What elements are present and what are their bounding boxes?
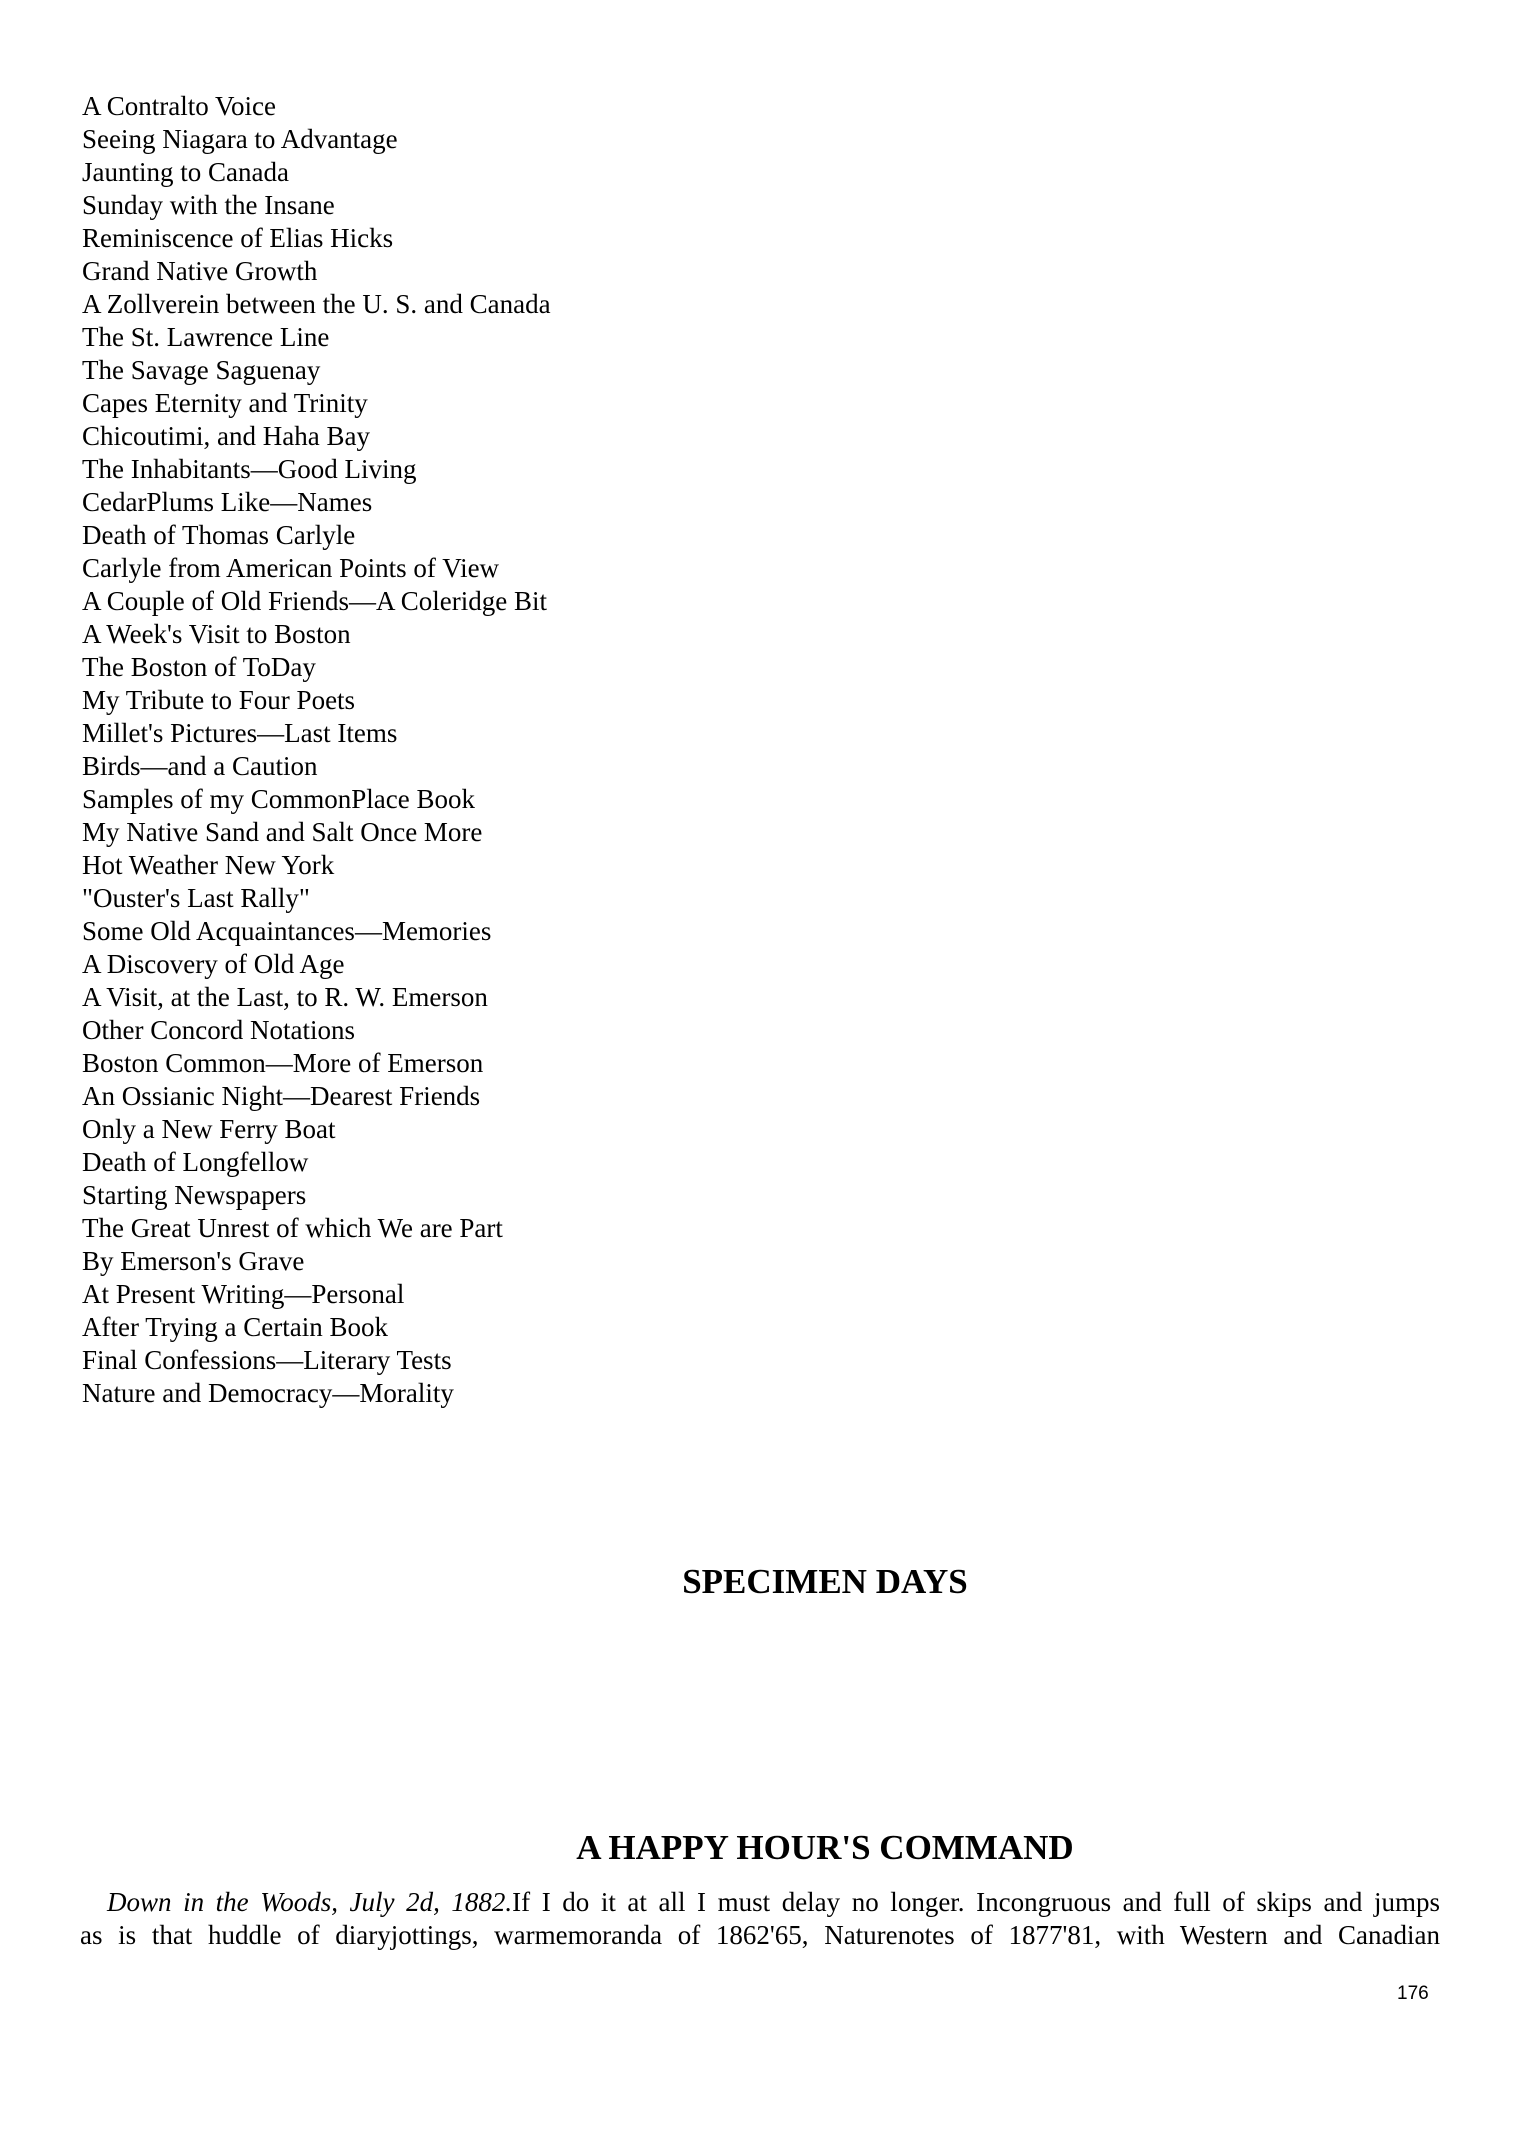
toc-item: A Contralto Voice [82, 91, 276, 121]
dateline: Down in the Woods, July 2d, 1882. [107, 1887, 513, 1917]
paragraph-text: If I do it at all I must delay no longer. Incongruous and full of skips and jumps [512, 1887, 1441, 1917]
toc-item: Hot Weather New York [82, 850, 335, 880]
toc-item: A Visit, at the Last, to R. W. Emerson [82, 982, 488, 1012]
page-number: 176 [1397, 1983, 1429, 2004]
table-of-contents-list [82, 90, 551, 1410]
paragraph-second-line: as is that huddle of diaryjottings, warmemoranda of 1862'65, Naturenotes of 1877'81, with Western and Canadian [80, 1920, 1440, 1950]
toc-item: Starting Newspapers [82, 1180, 307, 1210]
toc-item: Grand Native Growth [82, 256, 318, 286]
toc-item: After Trying a Certain Book [82, 1312, 388, 1342]
toc-item: My Tribute to Four Poets [82, 685, 356, 715]
toc-item: Death of Thomas Carlyle [82, 520, 356, 550]
toc-item: The Great Unrest of which We are Part [82, 1213, 503, 1243]
toc-item: Nature and Democracy—Morality [82, 1378, 454, 1408]
toc-item: Birds—and a Caution [82, 751, 318, 781]
toc-item: The Boston of ToDay [82, 652, 316, 682]
toc-item: An Ossianic Night—Dearest Friends [82, 1081, 481, 1111]
toc-item: The Inhabitants—Good Living [82, 454, 417, 484]
toc-item: Millet's Pictures—Last Items [82, 718, 398, 748]
toc-item: Other Concord Notations [82, 1015, 355, 1045]
happy-hour-heading: A HAPPY HOUR'S COMMAND [576, 1828, 1074, 1867]
toc-item: Jaunting to Canada [82, 157, 289, 187]
toc-item: Some Old Acquaintances—Memories [82, 916, 492, 946]
toc-item: Final Confessions—Literary Tests [82, 1345, 452, 1375]
toc-item: Death of Longfellow [82, 1147, 309, 1177]
toc-item: Chicoutimi, and Haha Bay [82, 421, 370, 451]
toc-item: Sunday with the Insane [82, 190, 335, 220]
toc-item: The St. Lawrence Line [82, 322, 330, 352]
toc-item: Only a New Ferry Boat [82, 1114, 336, 1144]
toc-item: Capes Eternity and Trinity [82, 388, 368, 418]
happy-hour-paragraph [80, 1886, 1440, 1952]
specimen-days-heading: SPECIMEN DAYS [682, 1562, 968, 1601]
toc-item: A Zollverein between the U. S. and Canada [82, 289, 551, 319]
toc-item: A Week's Visit to Boston [82, 619, 351, 649]
toc-item: "Ouster's Last Rally" [82, 883, 310, 913]
toc-item: Samples of my CommonPlace Book [82, 784, 475, 814]
toc-item: The Savage Saguenay [82, 355, 321, 385]
toc-item: A Discovery of Old Age [82, 949, 345, 979]
paragraph-first-line [80, 1886, 1440, 1919]
toc-item: By Emerson's Grave [82, 1246, 305, 1276]
toc-item: Seeing Niagara to Advantage [82, 124, 398, 154]
toc-item: Carlyle from American Points of View [82, 553, 500, 583]
toc-item: CedarPlums Like—Names [82, 487, 373, 517]
toc-item: At Present Writing—Personal [82, 1279, 405, 1309]
toc-item: My Native Sand and Salt Once More [82, 817, 483, 847]
toc-item: Reminiscence of Elias Hicks [82, 223, 394, 253]
toc-item: A Couple of Old Friends—A Coleridge Bit [82, 586, 547, 616]
toc-item: Boston Common—More of Emerson [82, 1048, 484, 1078]
